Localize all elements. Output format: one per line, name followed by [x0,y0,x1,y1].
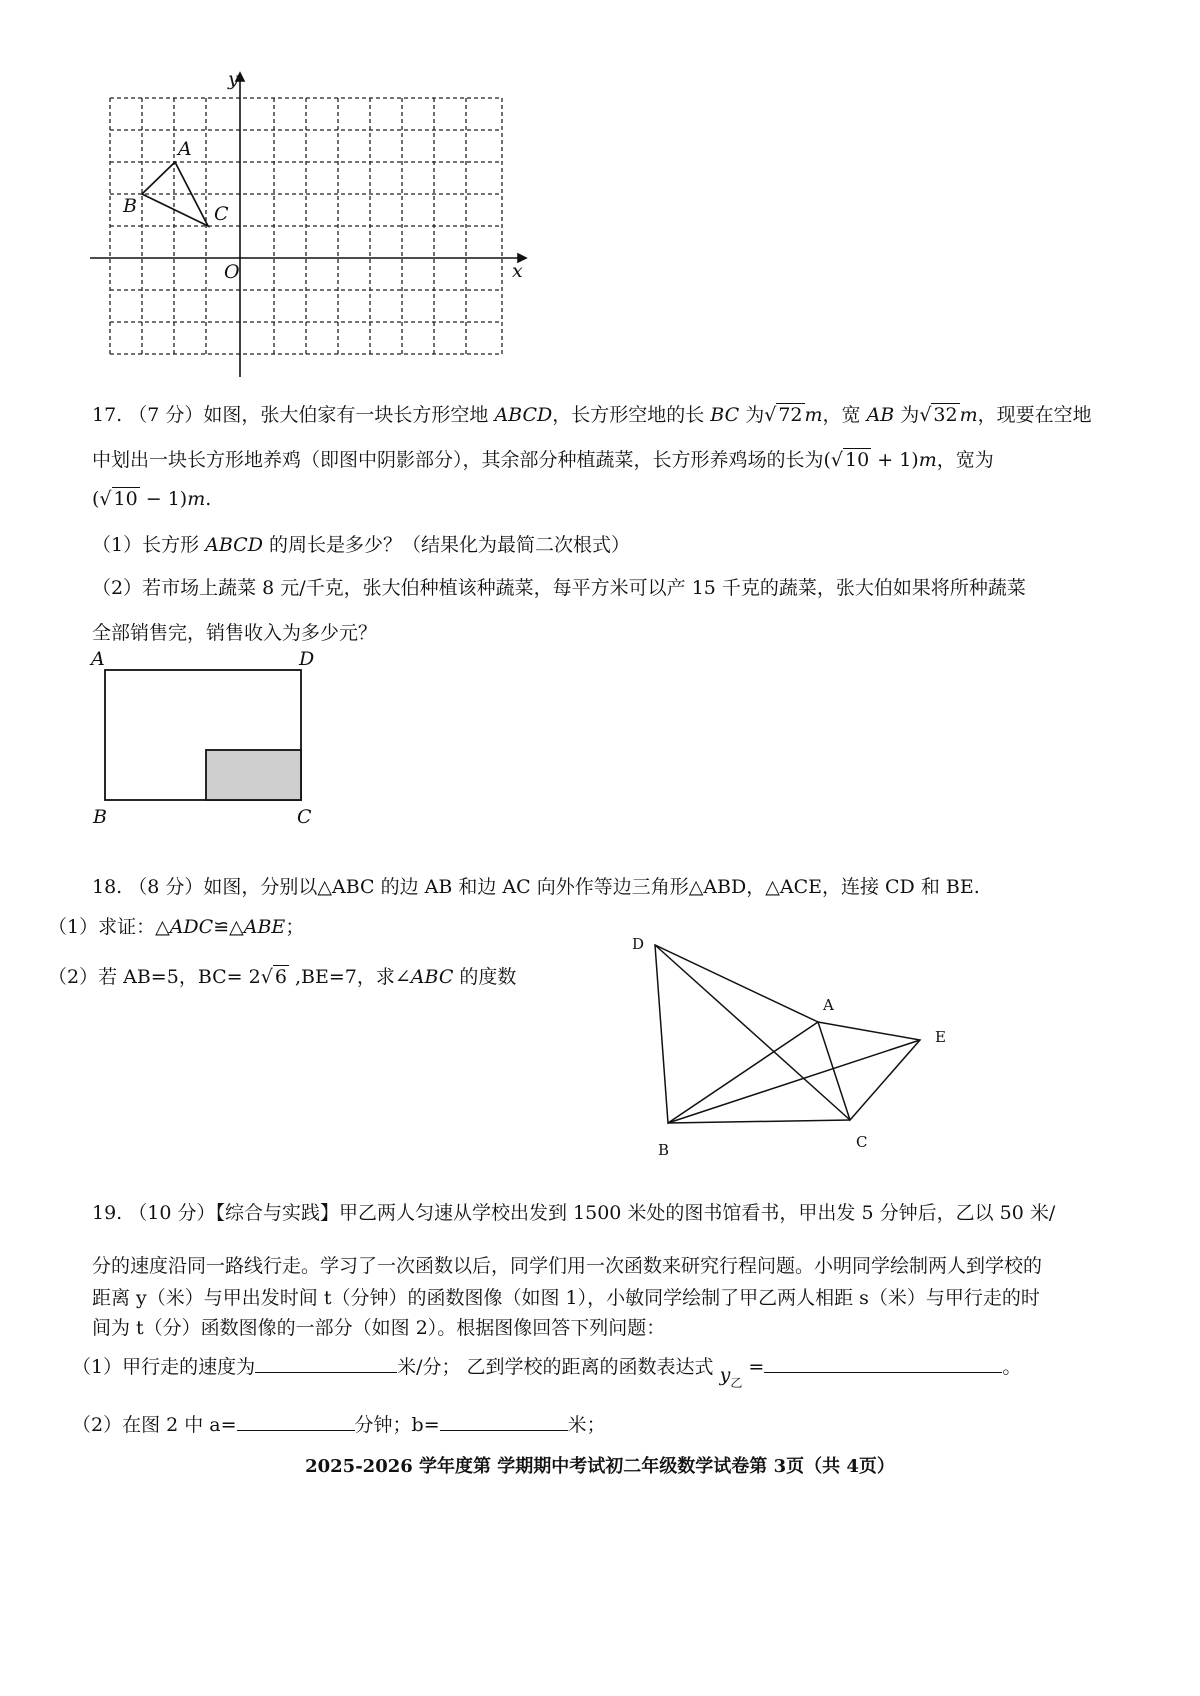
segment-bc [668,1120,850,1123]
point-b-label: B [123,195,137,217]
q19-line-4: 间为 t（分）函数图像的一部分（如图 2）。根据图像回答下列问题： [92,1317,666,1339]
answer-blank-speed[interactable] [255,1354,397,1373]
q18-part-1: （1）求证：△ADC≌△ABE； [48,916,305,938]
label-a: A [823,996,834,1014]
origin-label: O [224,261,240,283]
label-d: D [299,648,315,670]
answer-blank-b[interactable] [440,1412,568,1431]
q18-part-2: （2）若 AB=5，BC= 2√ 6 ,BE=7，求∠ABC 的度数 [48,966,517,988]
label-b: B [93,806,107,828]
q17-line-2: 中划出一块长方形地养鸡（即图中阴影部分），其余部分种植蔬菜，长方形养鸡场的长为(√ 10 + 1)m，宽为 [92,449,994,471]
q17-line-1: 17. （7 分）如图，张大伯家有一块长方形空地 ABCD，长方形空地的长 BC 为√ 72 m，宽 AB 为√ 32 m，现要在空地 [92,404,1092,426]
answer-blank-a[interactable] [237,1412,355,1431]
label-a: A [91,648,105,670]
coordinate-grid-figure [80,65,550,385]
label-d: D [632,935,645,953]
point-c-label: C [214,203,229,225]
segment-be [668,1040,920,1123]
label-e: E [935,1028,946,1046]
triangle-abd [655,945,818,1123]
q19-part-2: （2）在图 2 中 a= 分钟；b= 米； [72,1414,606,1436]
q17-part-2-line-2: 全部销售完，销售收入为多少元？ [92,622,378,644]
q17-part-2-line-1: （2）若市场上蔬菜 8 元/千克，张大伯种植该种蔬菜，每平方米可以产 15 千克的蔬菜，张大伯如果将所种蔬菜 [92,577,1026,599]
q17-line-3: (√ 10 − 1)m. [92,488,212,510]
x-axis-label: x [512,260,523,282]
label-c: C [856,1133,868,1151]
label-c: C [297,806,312,828]
q19-part-1: （1）甲行走的速度为 米/分； 乙到学校的距离的函数表达式 $y_乙$ = 。 [72,1356,1022,1390]
shaded-chicken-area [206,750,301,800]
q17-part-1: （1）长方形 ABCD 的周长是多少？（结果化为最简二次根式） [92,534,630,556]
y-axis-label: y [228,68,239,90]
answer-blank-expression[interactable] [764,1354,1002,1373]
q18-line-1: 18. （8 分）如图，分别以△ABC 的边 AB 和边 AC 向外作等边三角形△ABD，△ACE，连接 CD 和 BE. [92,876,980,898]
point-a-label: A [178,138,192,160]
grid-lines [110,98,502,354]
q19-line-2: 分的速度沿同一路线行走。学习了一次函数以后，同学们用一次函数来研究行程问题。小明同学绘制两人到学校的 [92,1255,1043,1277]
page-footer: 2025-2026 学年度第 学期期中考试初二年级数学试卷第 3页（共 4页） [305,1456,895,1477]
q19-line-1: 19. （10 分）【综合与实践】甲乙两人匀速从学校出发到 1500 米处的图书馆看书，甲出发 5 分钟后，乙以 50 米/ [92,1202,1056,1224]
q18-triangle-figure [620,925,970,1165]
q19-line-3: 距离 y（米）与甲出发时间 t（分钟）的函数图像（如图 1），小敏同学绘制了甲乙两人相距 s（米）与甲行走的时 [92,1287,1040,1309]
q17-rectangle-figure [85,645,335,835]
label-b: B [658,1141,670,1159]
